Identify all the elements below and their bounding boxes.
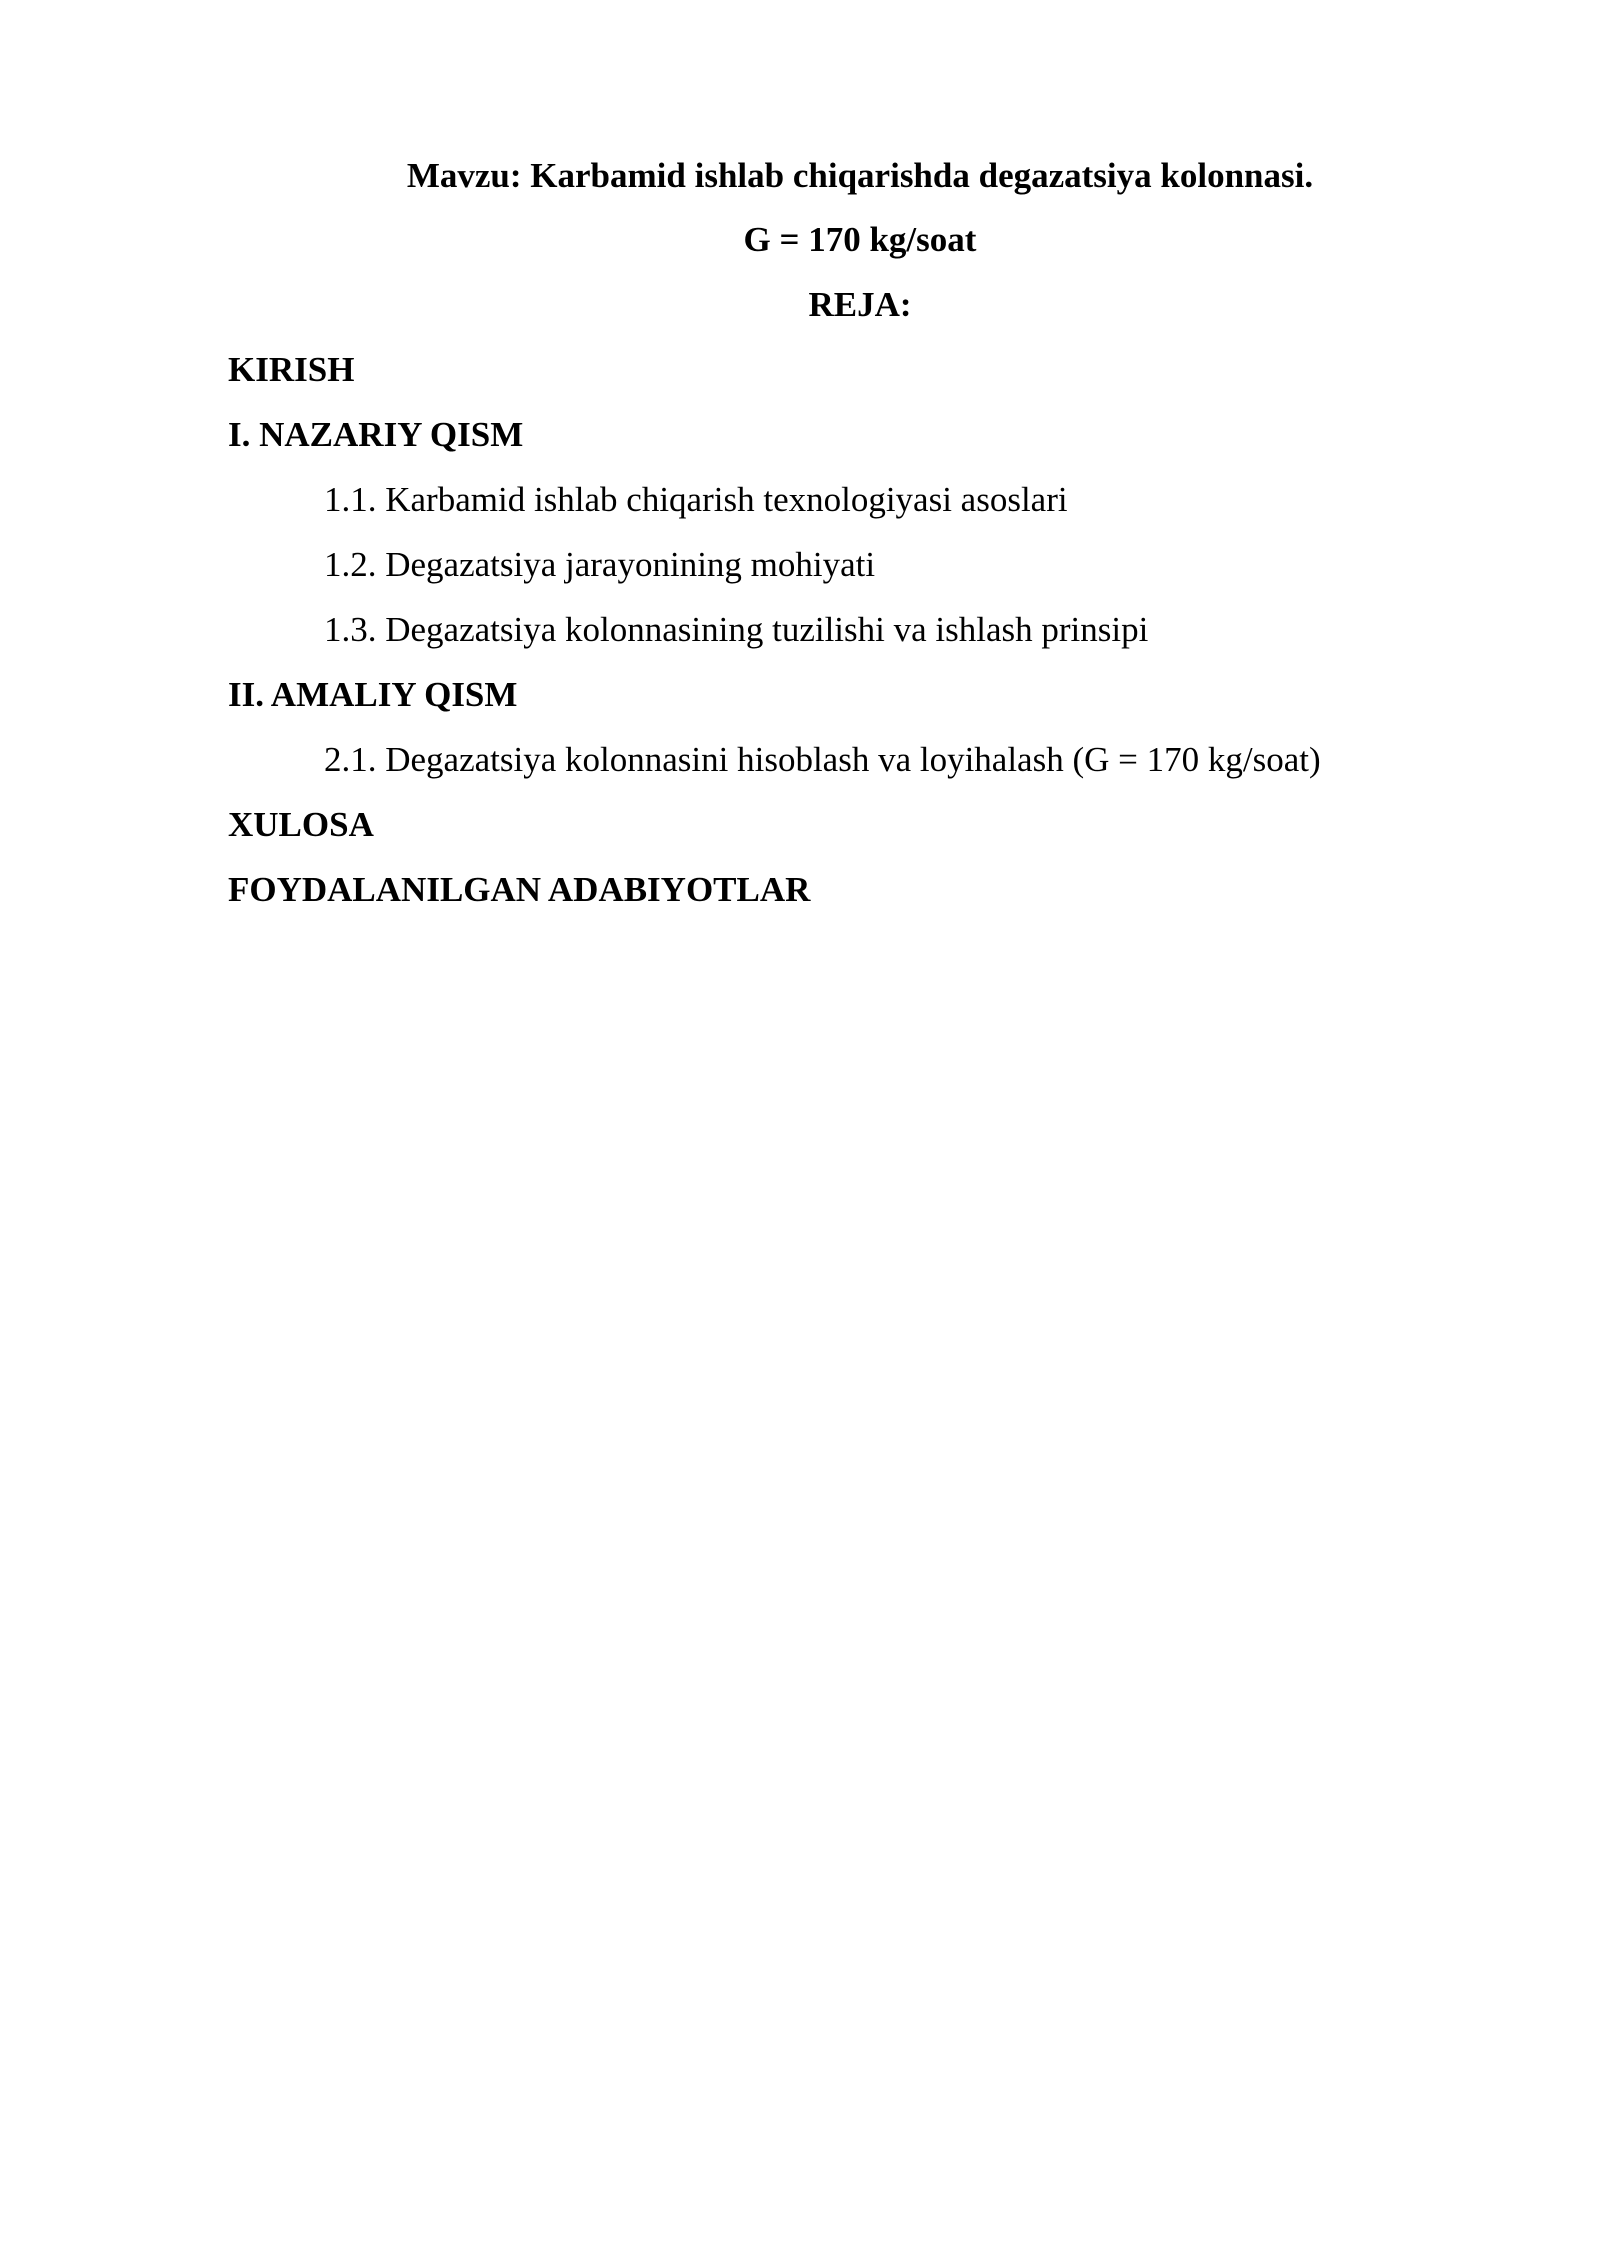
plan-heading: REJA: xyxy=(808,285,912,324)
section-conclusion: XULOSA xyxy=(228,805,374,844)
section-references: FOYDALANILGAN ADABIYOTLAR xyxy=(228,870,811,909)
capacity-line: G = 170 kg/soat xyxy=(743,220,977,259)
section-part2-title: II. AMALIY QISM xyxy=(228,675,518,714)
subsection-1-2: 1.2. Degazatsiya jarayonining mohiyati xyxy=(324,545,876,584)
subsection-1-1: 1.1. Karbamid ishlab chiqarish texnologiyasi asoslari xyxy=(324,480,1068,519)
section-part1-title: I. NAZARIY QISM xyxy=(228,415,524,454)
topic-title: Mavzu: Karbamid ishlab chiqarishda degazatsiya kolonnasi. xyxy=(406,156,1314,195)
subsection-1-3: 1.3. Degazatsiya kolonnasining tuzilishi va ishlash prinsipi xyxy=(324,610,1149,649)
subsection-2-1: 2.1. Degazatsiya kolonnasini hisoblash va loyihalash (G = 170 kg/soat) xyxy=(324,740,1321,779)
section-intro: KIRISH xyxy=(228,350,355,389)
